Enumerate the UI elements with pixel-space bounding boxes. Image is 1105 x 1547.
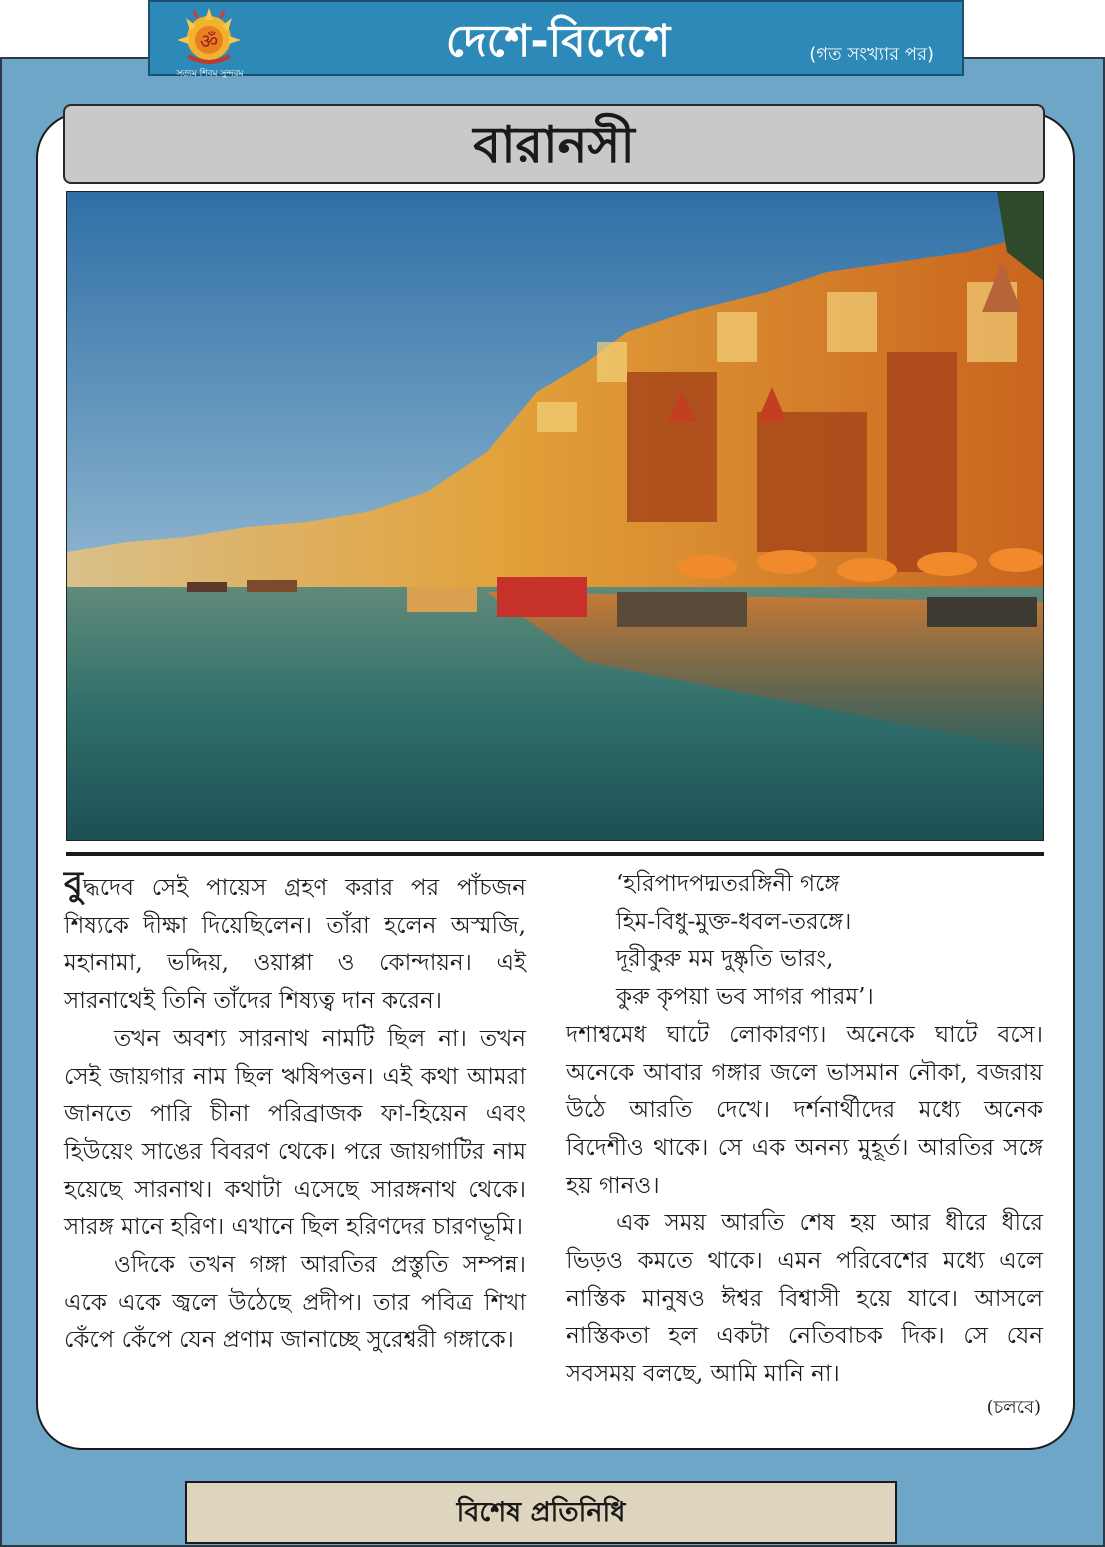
paragraph: তখন অবশ্য সারনাথ নামটি ছিল না। তখন সেই জায়গার নাম ছিল ঋষিপত্তন। এই কথা আমরা জানতে পারি চীনা পরিব্রাজক ফা-হিয়েন এবং হিউয়েং সাঙের বিবরণ থেকে। পরে জায়গাটির নাম হয়েছে সারনাথ। কথাটা এসেছে সারঙ্গনাথ থেকে। সারঙ্গ মানে হরিণ। এখানে ছিল হরিণদের চারণভূমি। xyxy=(64,1025,526,1241)
paragraph: এক সময় আরতি শেষ হয় আর ধীরে ধীরে ভিড়ও কমতে থাকে। এমন পরিবেশের মধ্যে এলে নাস্তিক মানুষও ঈশ্বর বিশ্বাসী হয়ে যাবে। আসলে নাস্তিকতা হল একটা নেতিবাচক দিক। সে যেন সবসময় বলছে, আমি মানি না। xyxy=(566,1210,1043,1388)
article-title-box xyxy=(63,104,1045,184)
section-title: দেশে-বিদেশে xyxy=(445,16,671,67)
poem-line: হিম-বিধু-মুক্ত-ধবল-তরঙ্গে। xyxy=(616,908,852,935)
logo-caption: সত্যম শিবম সুন্দরম xyxy=(176,69,244,79)
paragraph: ওদিকে তখন গঙ্গা আরতির প্রস্তুতি সম্পন্ন। একে একে জ্বলে উঠেছে প্রদীপ। তার পবিত্র শিখা কেঁপে কেঁপে যেন প্রণাম জানাচ্ছে সুরেশ্বরী গঙ্গাকে। xyxy=(64,1252,526,1354)
article-right-column xyxy=(566,866,1043,1394)
article-title: বারানসী xyxy=(473,116,635,174)
article-left-column xyxy=(64,866,526,1360)
byline: বিশেষ প্রতিনিধি xyxy=(456,1497,626,1528)
varanasi-ghats-photo xyxy=(66,191,1044,841)
drop-cap: বু xyxy=(64,864,83,904)
section-header xyxy=(148,0,964,79)
poem-line: কুরু কৃপয়া ভব সাগর পারম’। xyxy=(616,984,874,1011)
column-divider-rule xyxy=(66,852,1044,856)
ghats-illustration xyxy=(67,192,1044,841)
byline-box xyxy=(185,1481,897,1544)
poem-line: ‘হরিপাদপদ্মতরঙ্গিনী গঙ্গে xyxy=(616,871,840,897)
paragraph xyxy=(64,866,526,1021)
svg-text:ॐ: ॐ xyxy=(199,29,219,53)
to-be-continued-note: (চলবে) xyxy=(986,1397,1041,1418)
poem-verse xyxy=(566,866,1043,1017)
paragraph-text: দ্ধদেব সেই পায়েস গ্রহণ করার পর পাঁচজন শিষ্যকে দীক্ষা দিয়েছিলেন। তাঁরা হলেন অস্মজি, মহানামা, ভদ্দিয়, ওয়াপ্পা ও কোন্দায়ন। এই সারনাথেই তিনি তাঁদের শিষ্যত্ব দান করেন। xyxy=(64,875,526,1015)
paragraph: দশাশ্বমেধ ঘাটে লোকারণ্য। অনেকে ঘাটে বসে। অনেকে আবার গঙ্গার জলে ভাসমান নৌকা, বজরায় উঠে আরতি দেখে। দর্শনার্থীদের মধ্যে অনেক বিদেশীও থাকে। সে এক অনন্য মুহূর্ত। আরতির সঙ্গে হয় গানও। xyxy=(566,1021,1043,1199)
poem-line: দূরীকুরু মম দুষ্কৃতি ভারং, xyxy=(616,946,834,973)
continued-from-note: (গত সংখ্যার পর) xyxy=(809,44,934,65)
